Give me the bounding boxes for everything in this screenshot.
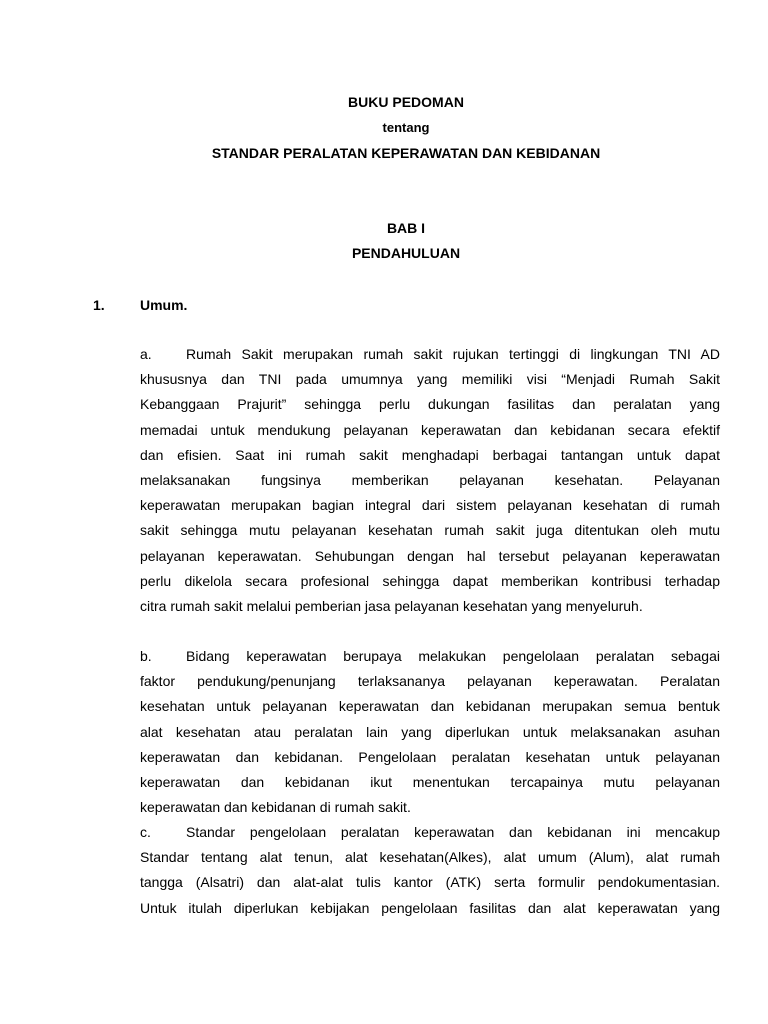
chapter-heading: BAB I [386, 220, 426, 236]
paragraph-c [140, 820, 720, 921]
paragraph-line: keperawatan merupakan bagian integral dari sistem pelayanan kesehatan di rumah [140, 497, 720, 514]
standard-title: STANDAR PERALATAN KEPERAWATAN DAN KEBIDANAN [211, 145, 601, 161]
paragraph-marker: a. [140, 346, 152, 362]
paragraph-marker: b. [140, 648, 152, 664]
paragraph-marker: c. [140, 824, 151, 840]
paragraph-line: keperawatan dan kebidanan ikut menentukan tercapainya mutu pelayanan [140, 773, 720, 790]
paragraph-line: perlu dikelola secara profesional sehingga dapat memberikan kontribusi terhadap [140, 572, 720, 589]
paragraph-line: melaksanakan fungsinya memberikan pelayanan kesehatan. Pelayanan [140, 471, 720, 488]
chapter-title: PENDAHULUAN [351, 245, 461, 261]
paragraph-line: memadai untuk mendukung pelayanan keperawatan dan kebidanan secara efektif [140, 421, 720, 438]
paragraph-line: Untuk itulah diperlukan kebijakan pengelolaan fasilitas dan alat keperawatan yang [140, 899, 720, 916]
paragraph-line: dan efisien. Saat ini rumah sakit menghadapi berbagai tantangan untuk dapat [140, 446, 720, 463]
section-title: Umum. [140, 297, 188, 313]
document-subtitle: tentang [382, 120, 430, 135]
paragraph-line: Kebanggaan Prajurit” sehingga perlu dukungan fasilitas dan peralatan yang [140, 396, 720, 413]
paragraph-line: tangga (Alsatri) dan alat-alat tulis kantor (ATK) serta formulir pendokumentasian. [140, 874, 720, 891]
paragraph-line: Standar tentang alat tenun, alat kesehatan(Alkes), alat umum (Alum), alat rumah [140, 849, 720, 866]
paragraph-line: khususnya dan TNI pada umumnya yang memiliki visi “Menjadi Rumah Sakit [140, 371, 720, 388]
paragraph-line: Rumah Sakit merupakan rumah sakit rujukan tertinggi di lingkungan TNI AD [186, 346, 720, 362]
paragraph-line: alat kesehatan atau peralatan lain yang diperlukan untuk melaksanakan asuhan [140, 723, 720, 740]
section-number: 1. [93, 297, 105, 313]
paragraph-line: keperawatan dan kebidanan di rumah sakit. [140, 799, 411, 816]
document-title: BUKU PEDOMAN [348, 94, 464, 110]
paragraph-line: Standar pengelolaan peralatan keperawatan dan kebidanan ini mencakup [186, 824, 720, 840]
paragraph-line: kesehatan untuk pelayanan keperawatan dan kebidanan merupakan semua bentuk [140, 698, 720, 715]
paragraph-line: citra rumah sakit melalui pemberian jasa pelayanan kesehatan yang menyeluruh. [140, 597, 643, 614]
paragraph-b [140, 644, 720, 820]
paragraph-line: keperawatan dan kebidanan. Pengelolaan peralatan kesehatan untuk pelayanan [140, 748, 720, 765]
paragraph-line: pelayanan keperawatan. Sehubungan dengan hal tersebut pelayanan keperawatan [140, 547, 720, 564]
paragraph-line: Bidang keperawatan berupaya melakukan pengelolaan peralatan sebagai [186, 648, 720, 664]
paragraph-a [140, 342, 720, 619]
paragraph-line: sakit sehingga mutu pelayanan kesehatan rumah sakit juga ditentukan oleh mutu [140, 522, 720, 539]
paragraph-first-line [140, 644, 720, 669]
paragraph-first-line [140, 342, 720, 367]
paragraph-line: faktor pendukung/penunjang terlaksananya pelayanan keperawatan. Peralatan [140, 673, 720, 690]
paragraph-first-line [140, 820, 720, 845]
